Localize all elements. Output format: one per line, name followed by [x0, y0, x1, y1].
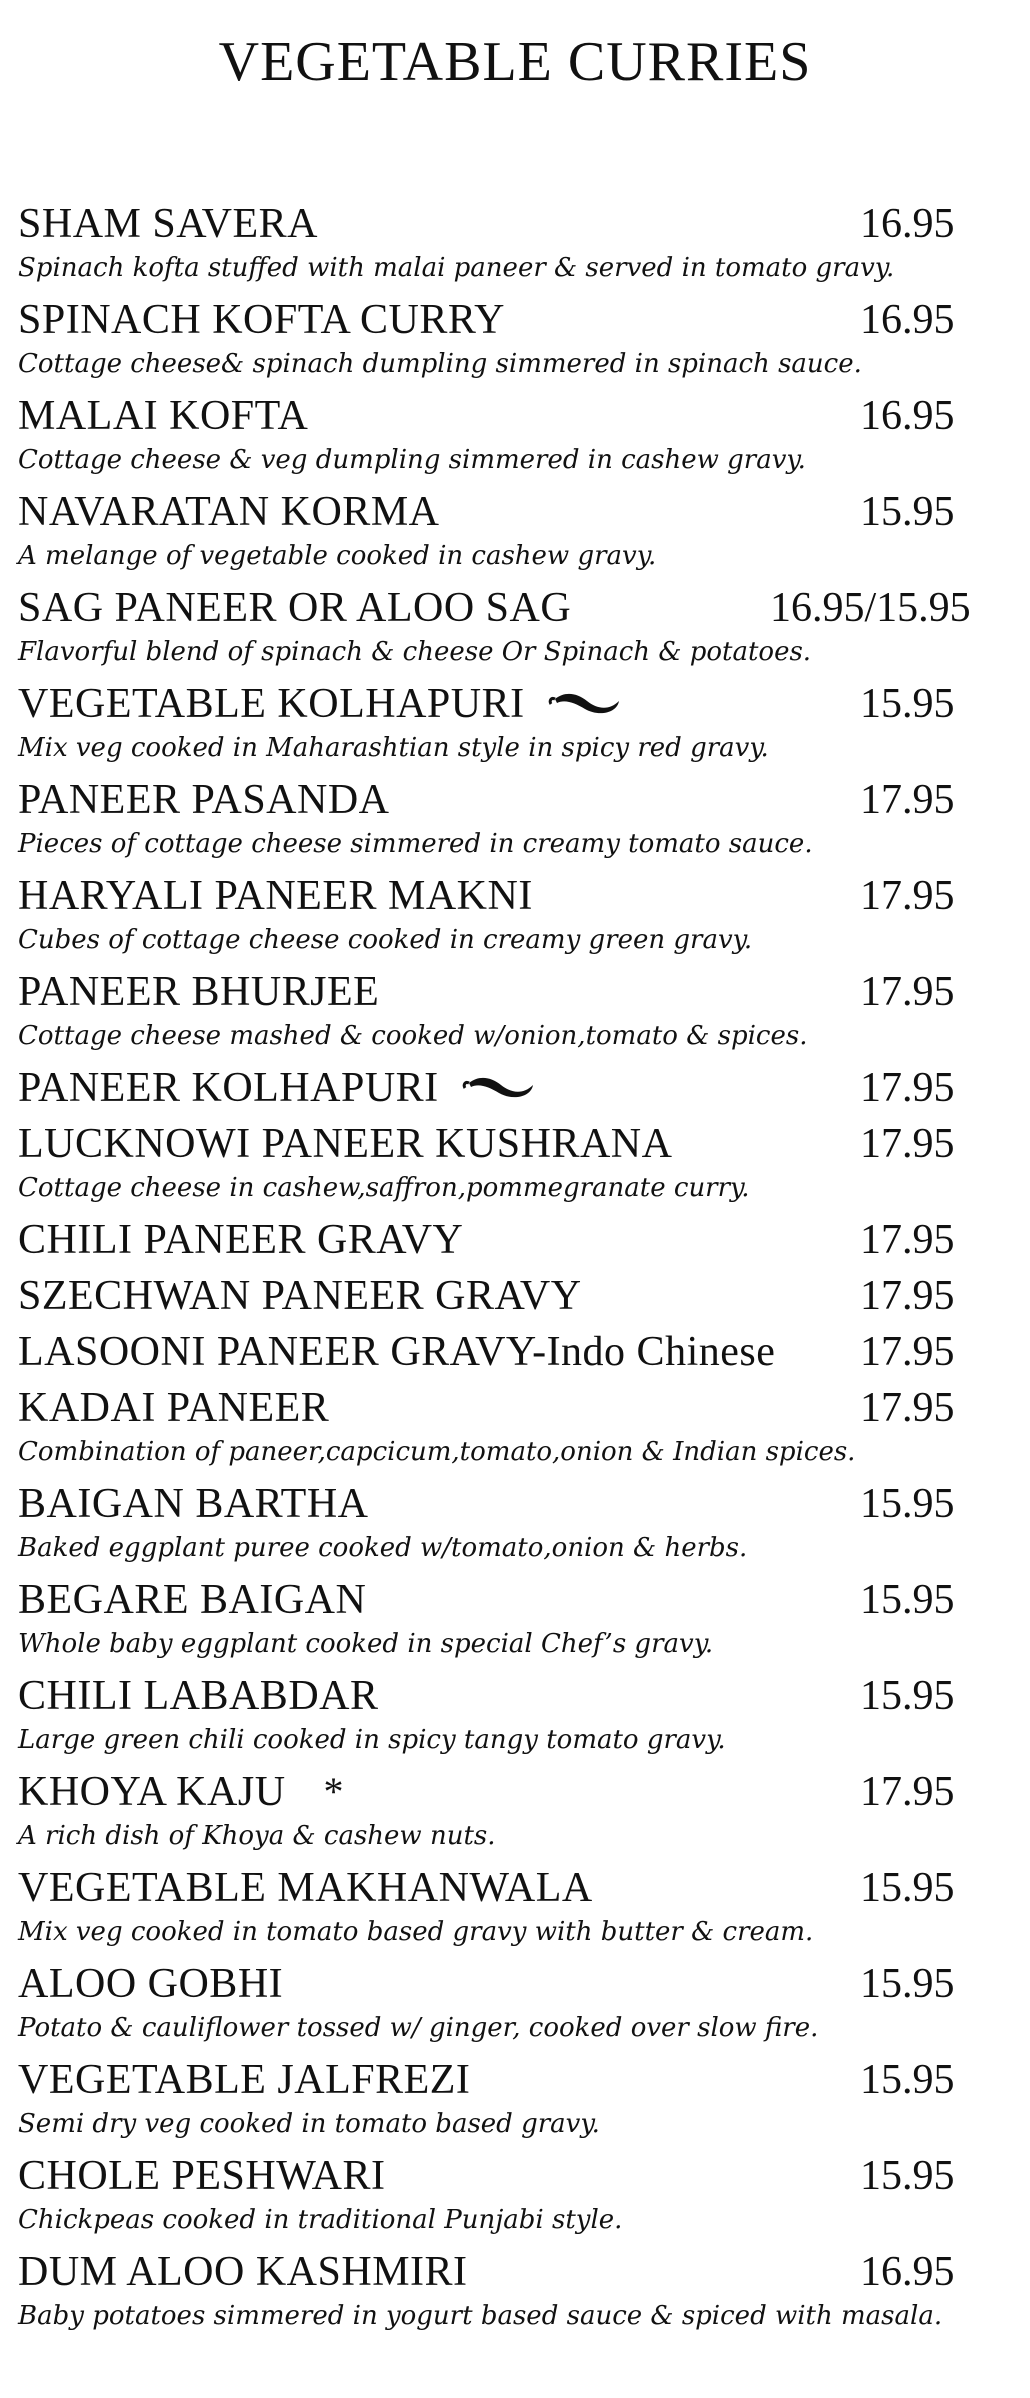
- menu-item-price: 16.95: [860, 393, 955, 439]
- menu-item-name: CHILI LABABDAR: [18, 1673, 379, 1719]
- menu-item-header: [18, 872, 1018, 924]
- menu-item-description: Baked eggplant puree cooked w/tomato,onion & herbs.: [18, 1533, 748, 1563]
- menu-item-description: Combination of paneer,capcicum,tomato,onion & Indian spices.: [18, 1437, 856, 1467]
- menu-item-price: 15.95: [860, 1865, 955, 1911]
- menu-item-price: 17.95: [860, 1121, 955, 1167]
- menu-item: [18, 488, 1018, 572]
- menu-item: [18, 584, 1018, 668]
- menu-item-name: SPINACH KOFTA CURRY: [18, 297, 505, 343]
- menu-item: [18, 776, 1018, 860]
- menu-item-name: KADAI PANEER: [18, 1385, 330, 1431]
- menu-item-price: 17.95: [860, 777, 955, 823]
- menu-item: [18, 296, 1018, 380]
- menu-item-header: [18, 1216, 1018, 1263]
- menu-item: [18, 1384, 1018, 1468]
- menu-item: [18, 1960, 1018, 2044]
- menu-item-price: 17.95: [860, 969, 955, 1015]
- menu-item-name: CHILI PANEER GRAVY: [18, 1217, 464, 1263]
- menu-item-name: KHOYA KAJU: [18, 1769, 286, 1815]
- menu-item-name: NAVARATAN KORMA: [18, 489, 440, 535]
- menu-item-header: [18, 1960, 1018, 2012]
- menu-item-header: [18, 1480, 1018, 1532]
- chili-pepper-icon: [461, 1073, 537, 1101]
- menu-item-price: 15.95: [860, 1961, 955, 2007]
- chili-pepper-icon: [547, 689, 623, 717]
- menu-item-name: PANEER BHURJEE: [18, 969, 380, 1015]
- menu-item-header: [18, 1384, 1018, 1436]
- menu-item-price: 15.95: [860, 2153, 955, 2199]
- menu-item-description: Cottage cheese mashed & cooked w/onion,tomato & spices.: [18, 1021, 808, 1051]
- menu-item-header: [18, 584, 1018, 636]
- menu-item-name: ALOO GOBHI: [18, 1961, 284, 2007]
- menu-item-price: 16.95: [860, 2249, 955, 2295]
- menu-item-description: Large green chili cooked in spicy tangy tomato gravy.: [18, 1725, 726, 1755]
- menu-item-header: [18, 1120, 1018, 1172]
- menu-item-name: LASOONI PANEER GRAVY-Indo Chinese: [18, 1329, 776, 1375]
- menu-item: [18, 2248, 1018, 2332]
- menu-item-description: Spinach kofta stuffed with malai paneer & served in tomato gravy.: [18, 253, 895, 283]
- menu-item-header: [18, 1064, 1018, 1111]
- menu-item-price: 17.95: [860, 1769, 955, 1815]
- menu-item-description: Cottage cheese in cashew,saffron,pommegranate curry.: [18, 1173, 750, 1203]
- menu-item: [18, 1064, 1018, 1111]
- menu-item-price: 15.95: [860, 2057, 955, 2103]
- menu-item-header: [18, 1576, 1018, 1628]
- menu-item: [18, 2152, 1018, 2236]
- menu-item-price: 17.95: [860, 1065, 955, 1111]
- special-mark: *: [323, 1769, 344, 1814]
- menu-item-description: Chickpeas cooked in traditional Punjabi style.: [18, 2205, 623, 2235]
- menu-item-description: Cottage cheese& spinach dumpling simmered in spinach sauce.: [18, 349, 862, 379]
- menu-item: [18, 680, 1018, 764]
- menu-item-price: 15.95: [860, 1673, 955, 1719]
- menu-item-price: 16.95/15.95: [770, 585, 971, 631]
- menu-item: [18, 1328, 1018, 1375]
- menu-item-price: 17.95: [860, 1385, 955, 1431]
- menu-item-price: 16.95: [860, 297, 955, 343]
- menu-item-price: 17.95: [860, 1217, 955, 1263]
- menu-item-description: Cubes of cottage cheese cooked in creamy green gravy.: [18, 925, 753, 955]
- menu-item-name: CHOLE PESHWARI: [18, 2153, 386, 2199]
- menu-item-name: BAIGAN BARTHA: [18, 1481, 369, 1527]
- menu-item-header: [18, 392, 1018, 444]
- menu-item-price: 17.95: [860, 1329, 955, 1375]
- menu-item-description: Mix veg cooked in Maharashtian style in spicy red gravy.: [18, 733, 769, 763]
- menu-item-name: SAG PANEER OR ALOO SAG: [18, 585, 572, 631]
- menu-item-description: A melange of vegetable cooked in cashew gravy.: [18, 541, 657, 571]
- menu-item-header: [18, 488, 1018, 540]
- menu-item-name: BEGARE BAIGAN: [18, 1577, 367, 1623]
- menu-item-price: 15.95: [860, 1481, 955, 1527]
- menu-item-header: [18, 776, 1018, 828]
- menu-item-header: [18, 200, 1018, 252]
- menu-item-description: Mix veg cooked in tomato based gravy with butter & cream.: [18, 1917, 814, 1947]
- menu-item: [18, 1216, 1018, 1263]
- menu-item-header: [18, 1272, 1018, 1319]
- menu-item-description: Baby potatoes simmered in yogurt based sauce & spiced with masala.: [18, 2301, 943, 2331]
- menu-item-name: SZECHWAN PANEER GRAVY: [18, 1273, 582, 1319]
- menu-item: [18, 200, 1018, 284]
- menu-item-name: HARYALI PANEER MAKNI: [18, 873, 533, 919]
- menu-item-header: [18, 1768, 1018, 1820]
- menu-item: [18, 872, 1018, 956]
- menu-item: [18, 1120, 1018, 1204]
- menu-item: [18, 392, 1018, 476]
- menu-item-description: Pieces of cottage cheese simmered in creamy tomato sauce.: [18, 829, 813, 859]
- menu-item-price: 16.95: [860, 201, 955, 247]
- menu-item-description: A rich dish of Khoya & cashew nuts.: [18, 1821, 496, 1851]
- menu-item-name: VEGETABLE MAKHANWALA: [18, 1865, 593, 1911]
- menu-item-name: LUCKNOWI PANEER KUSHRANA: [18, 1121, 673, 1167]
- menu-item-name: VEGETABLE KOLHAPURI: [18, 681, 525, 727]
- menu-item: [18, 1864, 1018, 1948]
- menu-item-header: [18, 2152, 1018, 2204]
- menu-item-name: PANEER PASANDA: [18, 777, 390, 823]
- menu-item: [18, 1576, 1018, 1660]
- menu-item-price: 17.95: [860, 1273, 955, 1319]
- menu-item: [18, 968, 1018, 1052]
- menu-item-header: [18, 680, 1018, 732]
- menu-item: [18, 1480, 1018, 1564]
- menu-item: [18, 2056, 1018, 2140]
- menu-item-header: [18, 1864, 1018, 1916]
- menu-item-price: 17.95: [860, 873, 955, 919]
- menu-item-name: DUM ALOO KASHMIRI: [18, 2249, 468, 2295]
- menu-item-description: Whole baby eggplant cooked in special Chef’s gravy.: [18, 1629, 714, 1659]
- menu-item-price: 15.95: [860, 489, 955, 535]
- menu-item-header: [18, 296, 1018, 348]
- menu-item-name: SHAM SAVERA: [18, 201, 318, 247]
- menu-item-header: [18, 968, 1018, 1020]
- menu-item-name: MALAI KOFTA: [18, 393, 309, 439]
- menu-list: [18, 200, 1018, 2344]
- menu-item-description: Semi dry veg cooked in tomato based gravy.: [18, 2109, 600, 2139]
- page-title: VEGETABLE CURRIES: [218, 31, 812, 93]
- menu-item-description: Potato & cauliflower tossed w/ ginger, cooked over slow fire.: [18, 2013, 819, 2043]
- menu-item: [18, 1272, 1018, 1319]
- menu-item-price: 15.95: [860, 1577, 955, 1623]
- menu-item-name: PANEER KOLHAPURI: [18, 1065, 439, 1111]
- menu-item-name: VEGETABLE JALFREZI: [18, 2057, 471, 2103]
- menu-item: [18, 1672, 1018, 1756]
- menu-item-header: [18, 2056, 1018, 2108]
- menu-item-price: 15.95: [860, 681, 955, 727]
- menu-item-header: [18, 2248, 1018, 2300]
- menu-item-description: Cottage cheese & veg dumpling simmered in cashew gravy.: [18, 445, 806, 475]
- menu-item-description: Flavorful blend of spinach & cheese Or Spinach & potatoes.: [18, 637, 812, 667]
- menu-item-header: [18, 1328, 1018, 1375]
- menu-item: [18, 1768, 1018, 1852]
- menu-item-header: [18, 1672, 1018, 1724]
